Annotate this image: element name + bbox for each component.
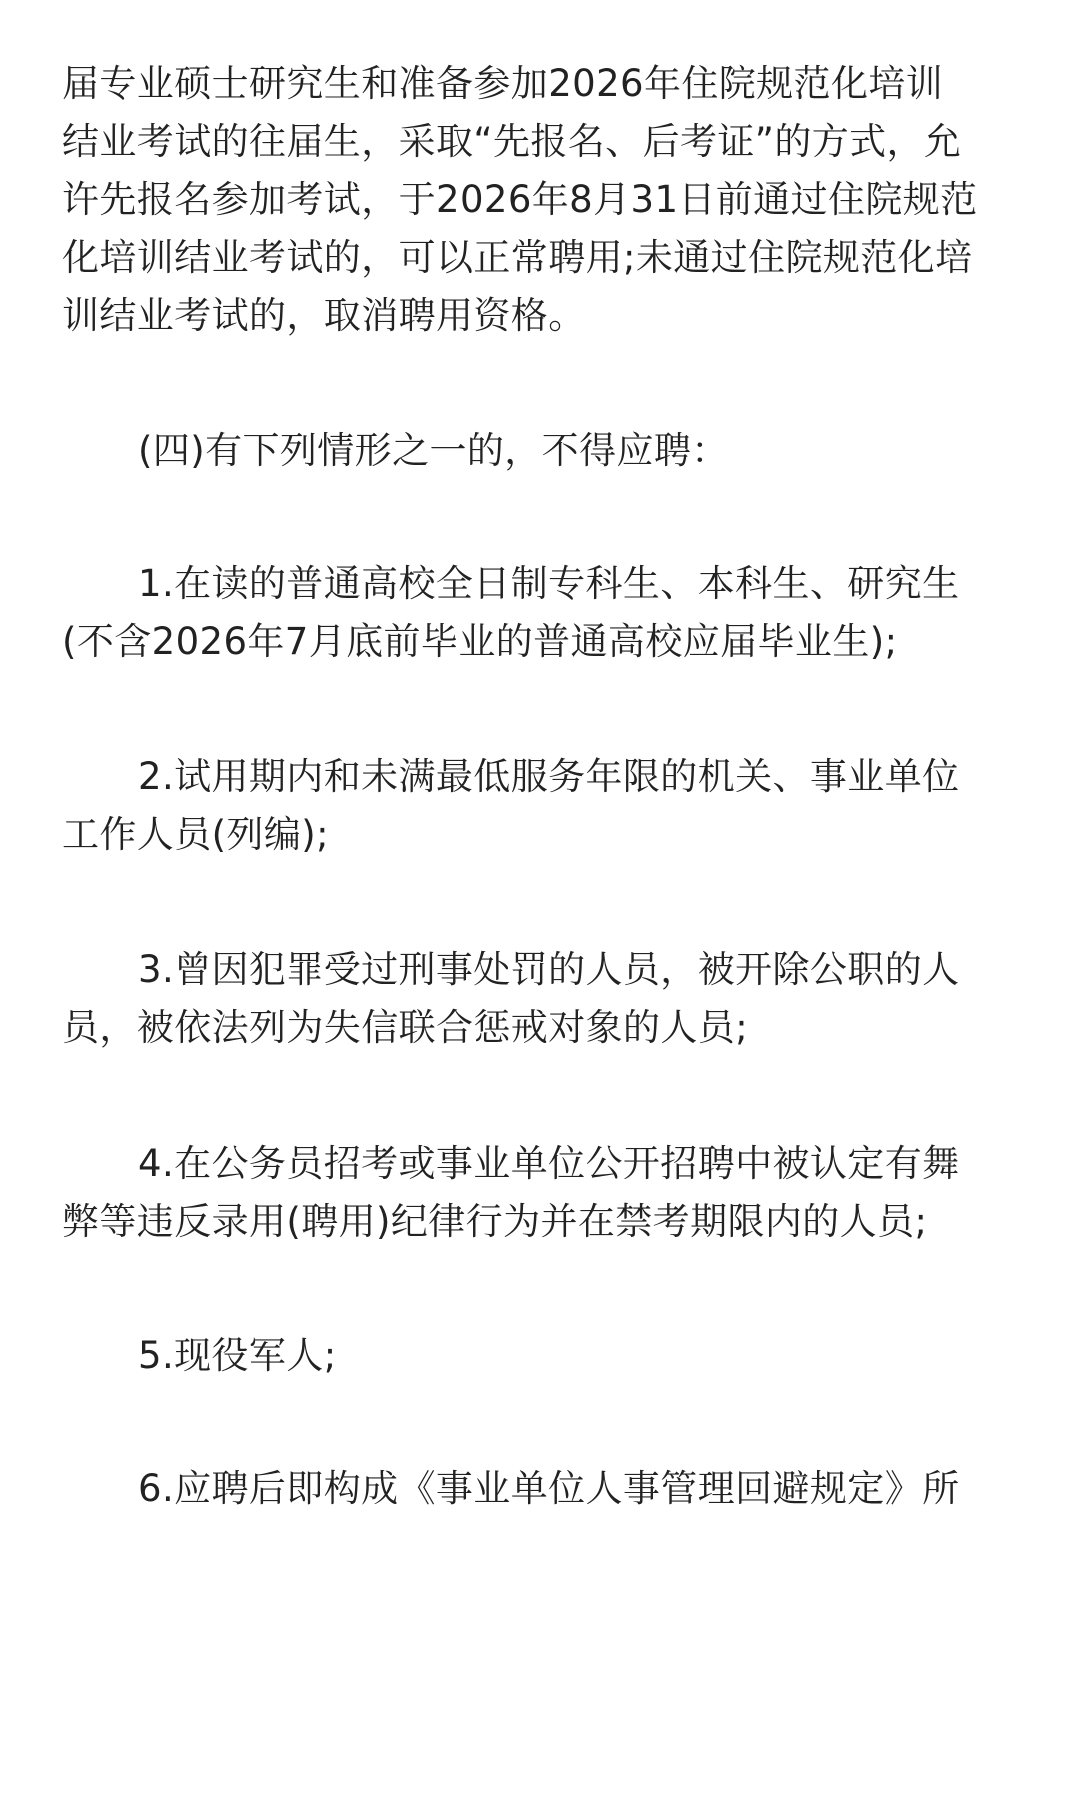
paragraph-item-4 (62, 1135, 1027, 1251)
paragraph-item-1 (62, 555, 1027, 671)
paragraph-item-3 (62, 941, 1027, 1057)
text-line: 弊等违反录用(聘用)纪律行为并在禁考期限内的人员; (62, 1200, 928, 1243)
text-line: 结业考试的往届生，采取“先报名、后考证”的方式，允 (62, 120, 962, 163)
paragraph-continuation (62, 55, 1027, 345)
text-line: 2.试用期内和未满最低服务年限的机关、事业单位 (138, 755, 960, 798)
text-line: (四)有下列情形之一的，不得应聘： (138, 429, 729, 472)
paragraph-item-5 (62, 1327, 1027, 1385)
text-line: 化培训结业考试的，可以正常聘用;未通过住院规范化培 (62, 236, 973, 279)
text-line: 届专业硕士研究生和准备参加2026年住院规范化培训 (62, 62, 944, 105)
text-line: (不含2026年7月底前毕业的普通高校应届毕业生); (62, 620, 898, 663)
text-line: 6.应聘后即构成《事业单位人事管理回避规定》所 (138, 1467, 960, 1510)
text-line: 许先报名参加考试，于2026年8月31日前通过住院规范 (62, 178, 978, 221)
text-line: 4.在公务员招考或事业单位公开招聘中被认定有舞 (138, 1142, 960, 1185)
text-line: 3.曾因犯罪受过刑事处罚的人员，被开除公职的人 (138, 948, 960, 991)
paragraph-section-four-heading (62, 422, 1027, 480)
text-line: 训结业考试的，取消聘用资格。 (62, 294, 586, 337)
paragraph-item-2 (62, 748, 1027, 864)
text-line: 工作人员(列编); (62, 813, 329, 856)
text-line: 1.在读的普通高校全日制专科生、本科生、研究生 (138, 562, 960, 605)
text-line: 员，被依法列为失信联合惩戒对象的人员; (62, 1006, 749, 1049)
paragraph-item-6 (62, 1460, 1027, 1518)
text-line: 5.现役军人; (138, 1334, 337, 1377)
